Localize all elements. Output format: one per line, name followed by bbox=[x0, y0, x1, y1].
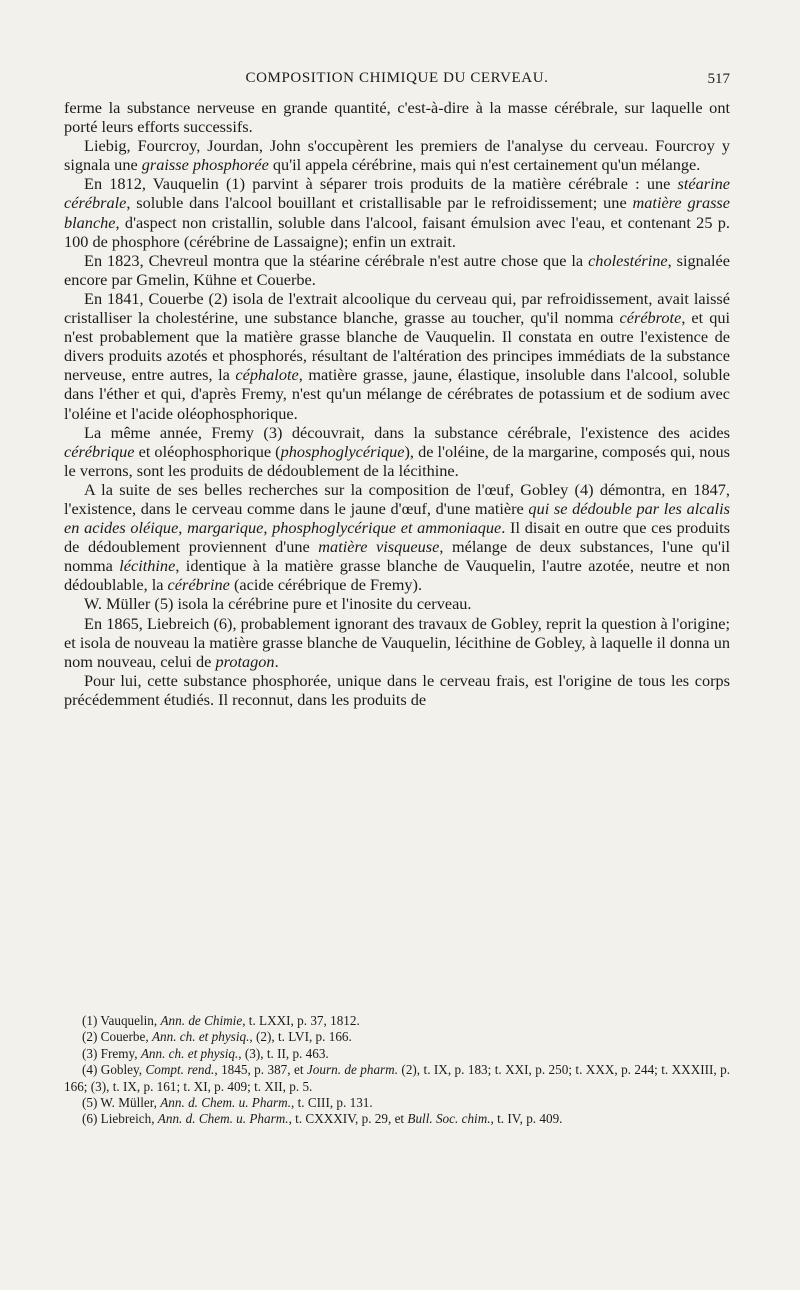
paragraph bbox=[64, 671, 730, 709]
running-title: COMPOSITION CHIMIQUE DU CERVEAU. bbox=[245, 70, 549, 86]
text-run: , t. CXXXIV, p. 29, et bbox=[288, 1111, 408, 1127]
text-run: , signalée encore par Gmelin, Kühne et Couerbe. bbox=[64, 250, 730, 289]
footnote bbox=[64, 1046, 730, 1062]
text-run: La même année, Fremy (3) découvrait, dans la substance cérébrale, l'existence des acides bbox=[84, 422, 730, 442]
text-run: , mélange de deux substances, l'une qu'il nomma bbox=[64, 537, 730, 576]
italic-text: Bull. Soc. chim. bbox=[407, 1111, 491, 1127]
text-run: , t. LXXI, p. 37, 1812. bbox=[242, 1013, 360, 1028]
italic-text: Ann. de Chimie bbox=[160, 1013, 243, 1028]
text-run: (3) Fremy, bbox=[82, 1045, 141, 1061]
text-run: A la suite de ses belles recherches sur la composition de l'œuf, Gobley (4) démontra, en 1847, l'existence, dans le cerveau comme dans le jaune d'œuf, d'une matière bbox=[64, 479, 730, 518]
text-run: Liebig, Fourcroy, Jourdan, John s'occupèrent les premiers de l'analyse du cerveau. Fourcroy y signala une bbox=[64, 136, 730, 175]
italic-text: Ann. ch. et physiq. bbox=[151, 1029, 250, 1045]
paragraph bbox=[64, 174, 730, 250]
text-run: , et qui n'est probablement que la matière grasse blanche de Vauquelin. Il constata en outre l'existence de divers produits azotés et phosphorés, résultant de l'altération des principes immédiats de la substance nerveuse, entre autres, la bbox=[64, 308, 731, 385]
paragraph bbox=[64, 251, 730, 289]
page-number: 517 bbox=[707, 71, 730, 87]
text-run: En 1841, Couerbe (2) isola de l'extrait alcoolique du cerveau qui, par refroidissement, avait laissé cristalliser la cholestérine, une substance blanche, grasse au toucher, qu'il nomma bbox=[64, 288, 730, 328]
footnote bbox=[64, 1111, 730, 1127]
text-run: (1) Vauquelin, bbox=[82, 1013, 161, 1028]
footnote bbox=[64, 1013, 730, 1029]
text-run: , 1845, p. 387, et bbox=[214, 1062, 307, 1078]
text-run: , matière grasse, jaune, élastique, insoluble dans l'alcool, soluble dans l'éther et qui, d'après Fremy, n'est qu'un mélange de cérébrates de potassium et de sodium avec l'oléine et l'acide oléophosphorique. bbox=[64, 365, 730, 423]
italic-text: cérébrote bbox=[619, 308, 682, 328]
italic-text: protagon bbox=[215, 651, 275, 671]
italic-text: stéarine cérébrale bbox=[64, 174, 730, 213]
text-run: , t. CIII, p. 131. bbox=[291, 1095, 373, 1111]
text-run: qu'il appela cérébrine, mais qui n'est certainement qu'un mélange. bbox=[268, 155, 701, 175]
text-run: W. Müller (5) isola la cérébrine pure et l'inosite du cerveau. bbox=[84, 594, 472, 614]
footnote bbox=[64, 1095, 730, 1111]
italic-text: Ann. ch. et physiq. bbox=[140, 1045, 239, 1061]
paragraph bbox=[64, 98, 730, 136]
text-run: En 1865, Liebreich (6), probablement ignorant des travaux de Gobley, reprit la question à l'origine; et isola de nouveau la matière grasse blanche de Vauquelin, lécithine de Gobley, à laquelle il donna un nom nouveau, celui de bbox=[64, 613, 730, 671]
paragraph bbox=[64, 423, 730, 480]
text-run: , soluble dans l'alcool bouillant et cristallisable par le refroidissement; une bbox=[126, 193, 633, 213]
footnotes bbox=[64, 1013, 730, 1128]
text-run: (4) Gobley, bbox=[82, 1062, 146, 1078]
text-run: (2) Couerbe, bbox=[82, 1029, 152, 1045]
text-run: et oléophosphorique ( bbox=[134, 441, 281, 461]
footnote bbox=[64, 1062, 730, 1095]
paragraph bbox=[64, 480, 730, 595]
text-run: , d'aspect non cristallin, soluble dans l'alcool, faisant émulsion avec l'eau, et contenant 25 p. 100 de phosphore (cérébrine de Lassaigne); enfin un extrait. bbox=[64, 212, 730, 251]
text-run: , (3), t. II, p. 463. bbox=[238, 1045, 329, 1061]
paragraph bbox=[64, 614, 730, 671]
footnote bbox=[64, 1029, 730, 1045]
text-run: (5) W. Müller, bbox=[82, 1095, 161, 1111]
body-text bbox=[64, 98, 730, 709]
italic-text: qui se dédouble par les alcalis en acides oléique, margarique, phosphoglycérique et ammoniaque bbox=[64, 498, 730, 538]
italic-text: Compt. rend. bbox=[145, 1062, 215, 1078]
paragraph bbox=[64, 289, 730, 423]
text-run: En 1812, Vauquelin (1) parvint à séparer trois produits de la matière cérébrale : une bbox=[84, 174, 678, 194]
text-run: (acide cérébrique de Fremy). bbox=[229, 575, 423, 595]
paragraph bbox=[64, 136, 730, 174]
text-run: . Il disait en outre que ces produits de dédoublement proviennent d'une bbox=[64, 518, 730, 557]
italic-text: cholestérine bbox=[588, 250, 668, 270]
text-run: , t. IV, p. 409. bbox=[490, 1111, 563, 1127]
text-run: (6) Liebreich, bbox=[82, 1111, 158, 1127]
italic-text: matière grasse blanche bbox=[64, 193, 730, 232]
italic-text: phosphoglycérique bbox=[280, 441, 405, 461]
italic-text: cérébrine bbox=[167, 575, 230, 595]
text-run: En 1823, Chevreul montra que la stéarine cérébrale n'est autre chose que la bbox=[84, 250, 589, 270]
text-run: , (2), t. LVI, p. 166. bbox=[249, 1029, 352, 1045]
italic-text: graisse phosphorée bbox=[141, 155, 269, 175]
text-run: ferme la substance nerveuse en grande quantité, c'est-à-dire à la masse cérébrale, sur laquelle ont porté leurs efforts successifs. bbox=[64, 98, 730, 137]
italic-text: Ann. d. Chem. u. Pharm. bbox=[160, 1095, 292, 1111]
paragraph bbox=[64, 594, 730, 613]
text-run: ), de l'oléine, de la margarine, composés qui, nous le verrons, sont les produits de dédoublement de la lécithine. bbox=[64, 441, 731, 480]
italic-text: matière visqueuse bbox=[318, 537, 440, 557]
running-header bbox=[64, 70, 730, 92]
text-run: , identique à la matière grasse blanche de Vauquelin, l'autre azotée, neutre et non dédoublable, la bbox=[64, 556, 730, 595]
italic-text: céphalote bbox=[235, 365, 299, 385]
italic-text: Journ. de pharm. bbox=[306, 1062, 399, 1078]
text-run: (2), t. IX, p. 183; t. XXI, p. 250; t. XXX, p. 244; t. XXXIII, p. 166; (3), t. IX, p. 161; t. XI, p. 409; t. XII, p. 5. bbox=[64, 1062, 730, 1094]
text-run: . bbox=[274, 651, 279, 671]
italic-text: lécithine bbox=[119, 556, 176, 576]
text-run: Pour lui, cette substance phosphorée, unique dans le cerveau frais, est l'origine de tous les corps précédemment étudiés. Il reconnut, dans les produits de bbox=[64, 670, 730, 709]
italic-text: cérébrique bbox=[64, 441, 135, 461]
italic-text: Ann. d. Chem. u. Pharm. bbox=[157, 1111, 289, 1127]
